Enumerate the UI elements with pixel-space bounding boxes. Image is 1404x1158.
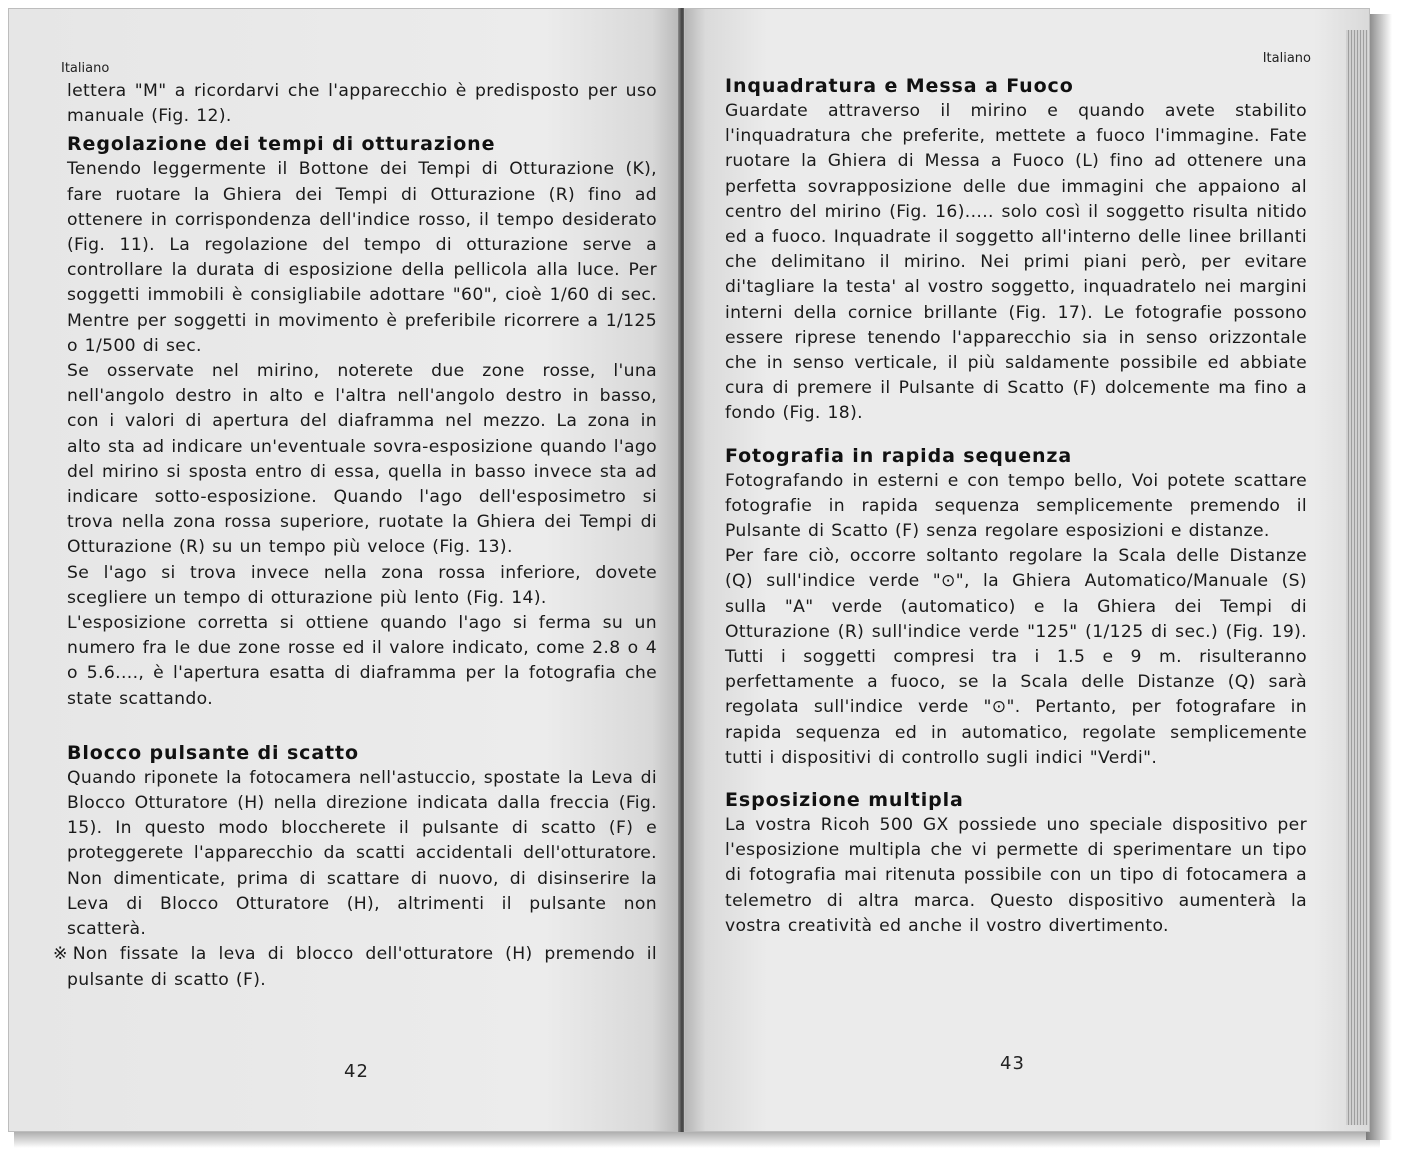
shutter-speed-paragraph-3: Se l'ago si trova invece nella zona rossa inferiore, dovete scegliere un tempo di otturazione più lento (Fig. 14). [67, 562, 657, 608]
shutter-speed-paragraph-2: Se osservate nel mirino, noterete due zone rosse, l'una nell'angolo destro in alto e l'altra nell'angolo destro in basso, con i valori di apertura del diaframma nel mezzo. La zona in alto sta ad indicare un'eventuale sovra-esposizione quando l'ago del mirino si sposta entro di essa, quella in basso invece sta ad indicare sotto-esposizione. Quando l'ago dell'esposimetro si trova nella zona rossa superiore, ruotate la Ghiera dei Tempi di Otturazione (R) su un tempo più veloce (Fig. 13). [67, 361, 657, 558]
left-page-number: 42 [344, 1061, 369, 1082]
right-page-content [725, 73, 1307, 939]
heading-multiple-exposure: Esposizione multipla [725, 789, 964, 812]
intro-paragraph: lettera "M" a ricordarvi che l'apparecchio è predisposto per uso manuale (Fig. 12). [67, 81, 657, 127]
shutter-lock-paragraph-1: Quando riponete la fotocamera nell'astuccio, spostate la Leva di Blocco Otturatore (H) nella direzione indicata dalla freccia (Fig. 15). In questo modo bloccherete il pulsante di scatto (F) e proteggerete l'apparecchio da scatti accidentali dell'otturatore. Non dimenticate, prima di scattare di nuovo, di disinserire la Leva di Blocco Otturatore (H), altrimenti il pulsante non scatterà. [67, 767, 657, 940]
left-page [8, 8, 680, 1132]
heading-rapid-sequence: Fotografia in rapida sequenza [725, 444, 1073, 467]
right-page [684, 8, 1370, 1132]
shutter-lock-note: ※Non fissate la leva di blocco dell'otturatore (H) premendo il pulsante di scatto (F). [53, 944, 657, 990]
multiple-paragraph-1: La vostra Ricoh 500 GX possiede uno speciale dispositivo per l'esposizione multipla che vi permette di sperimentare un tipo di fotografia mai ritenuta possibile con un tipo di fotocamera a telemetro di altra marca. Questo dispositivo aumenterà la vostra creatività ed anche il vostro divertimento. [725, 815, 1307, 936]
page-edges [1346, 30, 1368, 1125]
rapid-paragraph-1: Fotografando in esterni e con tempo bello, Voi potete scattare fotografie in rapida sequenza semplicemente premendo il Pulsante di Scatto (F) senza regolare esposizioni e distanze. [725, 470, 1307, 542]
rapid-paragraph-2: Per fare ciò, occorre soltanto regolare la Scala delle Distanze (Q) sull'indice verde "⊙", la Ghiera Automatico/Manuale (S) sulla "A" verde (automatico) e la Ghiera dei Tempi di Otturazione (R) sull'indice verde "125" (1/125 di sec.) (Fig. 19). Tutti i soggetti compresi tra i 1.5 e 9 m. risulteranno perfettamente a fuoco, se la Scala delle Distanze (Q) sarà regolata sull'indice verde "⊙". Pertanto, per fotografare in rapida sequenza ed in automatico, regolate semplicemente tutti i dispositivi di controllo sugli indici "Verdi". [725, 546, 1307, 768]
left-language-label: Italiano [61, 61, 110, 76]
left-page-content [53, 79, 657, 993]
right-page-number: 43 [1000, 1053, 1025, 1074]
heading-framing: Inquadratura e Messa a Fuoco [725, 75, 1074, 97]
shutter-speed-paragraph-4: L'esposizione corretta si ottiene quando l'ago si ferma su un numero fra le due zone rosse ed il valore indicato, come 2.8 o 4 o 5.6...., è l'apertura esatta di diaframma per la fotografia che state scattando. [67, 613, 657, 709]
right-language-label: Italiano [1262, 51, 1311, 66]
heading-shutter-lock: Blocco pulsante di scatto [67, 741, 359, 764]
heading-shutter-speed: Regolazione dei tempi di otturazione [67, 133, 496, 156]
framing-paragraph-1: Guardate attraverso il mirino e quando avete stabilito l'inquadratura che preferite, mettete a fuoco l'immagine. Fate ruotare la Ghiera di Messa a Fuoco (L) fino ad ottenere una perfetta sovrapposizione delle due immagini che appaiono al centro del mirino (Fig. 16)..... solo così il soggetto risulta nitido ed a fuoco. Inquadrate il soggetto all'interno delle linee brillanti che delimitano il mirino. Nei primi piani però, per evitare di'tagliare la testa' al vostro soggetto, inquadratelo nei margini interni della cornice brillante (Fig. 17). Le fotografie possono essere riprese tenendo l'apparecchio sia in senso orizzontale che in senso verticale, il più saldamente possibile ed abbiate cura di premere il Pulsante di Scatto (F) dolcemente ma fino a fondo (Fig. 18). [725, 101, 1307, 424]
shutter-speed-paragraph-1: Tenendo leggermente il Bottone dei Tempi di Otturazione (K), fare ruotare la Ghiera dei Tempi di Otturazione (R) fino ad ottenere in corrispondenza dell'indice rosso, il tempo desiderato (Fig. 11). La regolazione del tempo di otturazione serve a controllare la durata di esposizione della pellicola alla luce. Per soggetti immobili è consigliabile adottare "60", cioè 1/60 di sec. Mentre per soggetti in movimento è preferibile ricorrere a 1/125 o 1/500 di sec. [67, 159, 657, 356]
